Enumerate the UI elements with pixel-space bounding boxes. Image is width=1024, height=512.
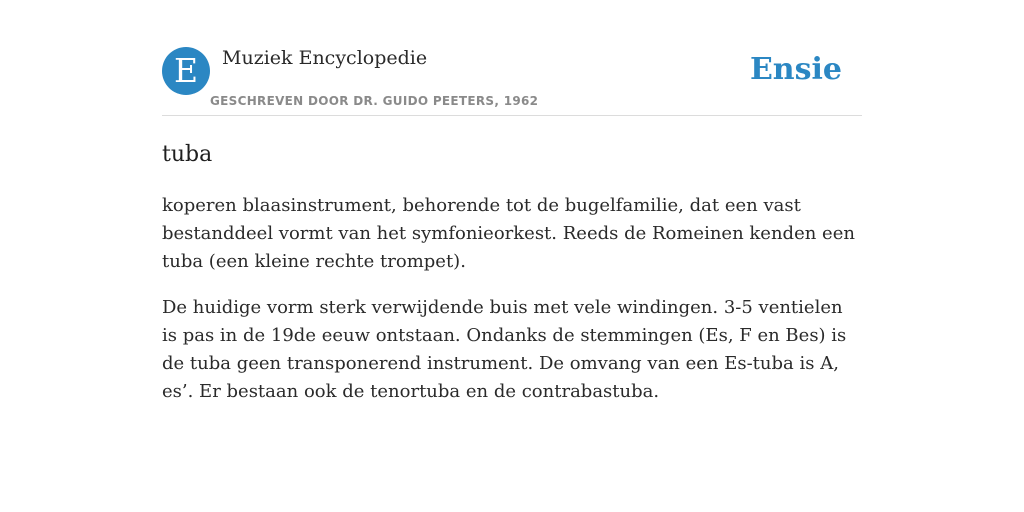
entry-content — [162, 192, 862, 424]
book-title[interactable]: Muziek Encyclopedie — [222, 47, 428, 69]
entry-title: tuba — [162, 142, 213, 167]
entry-paragraph: De huidige vorm sterk verwijdende buis met vele windingen. 3-5 ventielen is pas in de 19de eeuw ontstaan. Ondanks de stemmingen (Es, F en Bes) is de tuba geen transponerend instrument. De omvang van een Es-tuba is A, es’. Er bestaan ook de tenortuba en de contrabastuba. — [162, 297, 847, 402]
header — [162, 46, 862, 116]
book-logo-icon[interactable]: E — [162, 47, 210, 95]
author-byline: GESCHREVEN DOOR DR. GUIDO PEETERS, 1962 — [210, 94, 539, 108]
ensie-logo-link[interactable]: Ensie — [749, 52, 842, 87]
entry-paragraph: koperen blaasinstrument, behorende tot de bugelfamilie, dat een vast bestanddeel vormt van het symfonieorkest. Reeds de Romeinen kenden een tuba (een kleine rechte trompet). — [162, 195, 855, 272]
